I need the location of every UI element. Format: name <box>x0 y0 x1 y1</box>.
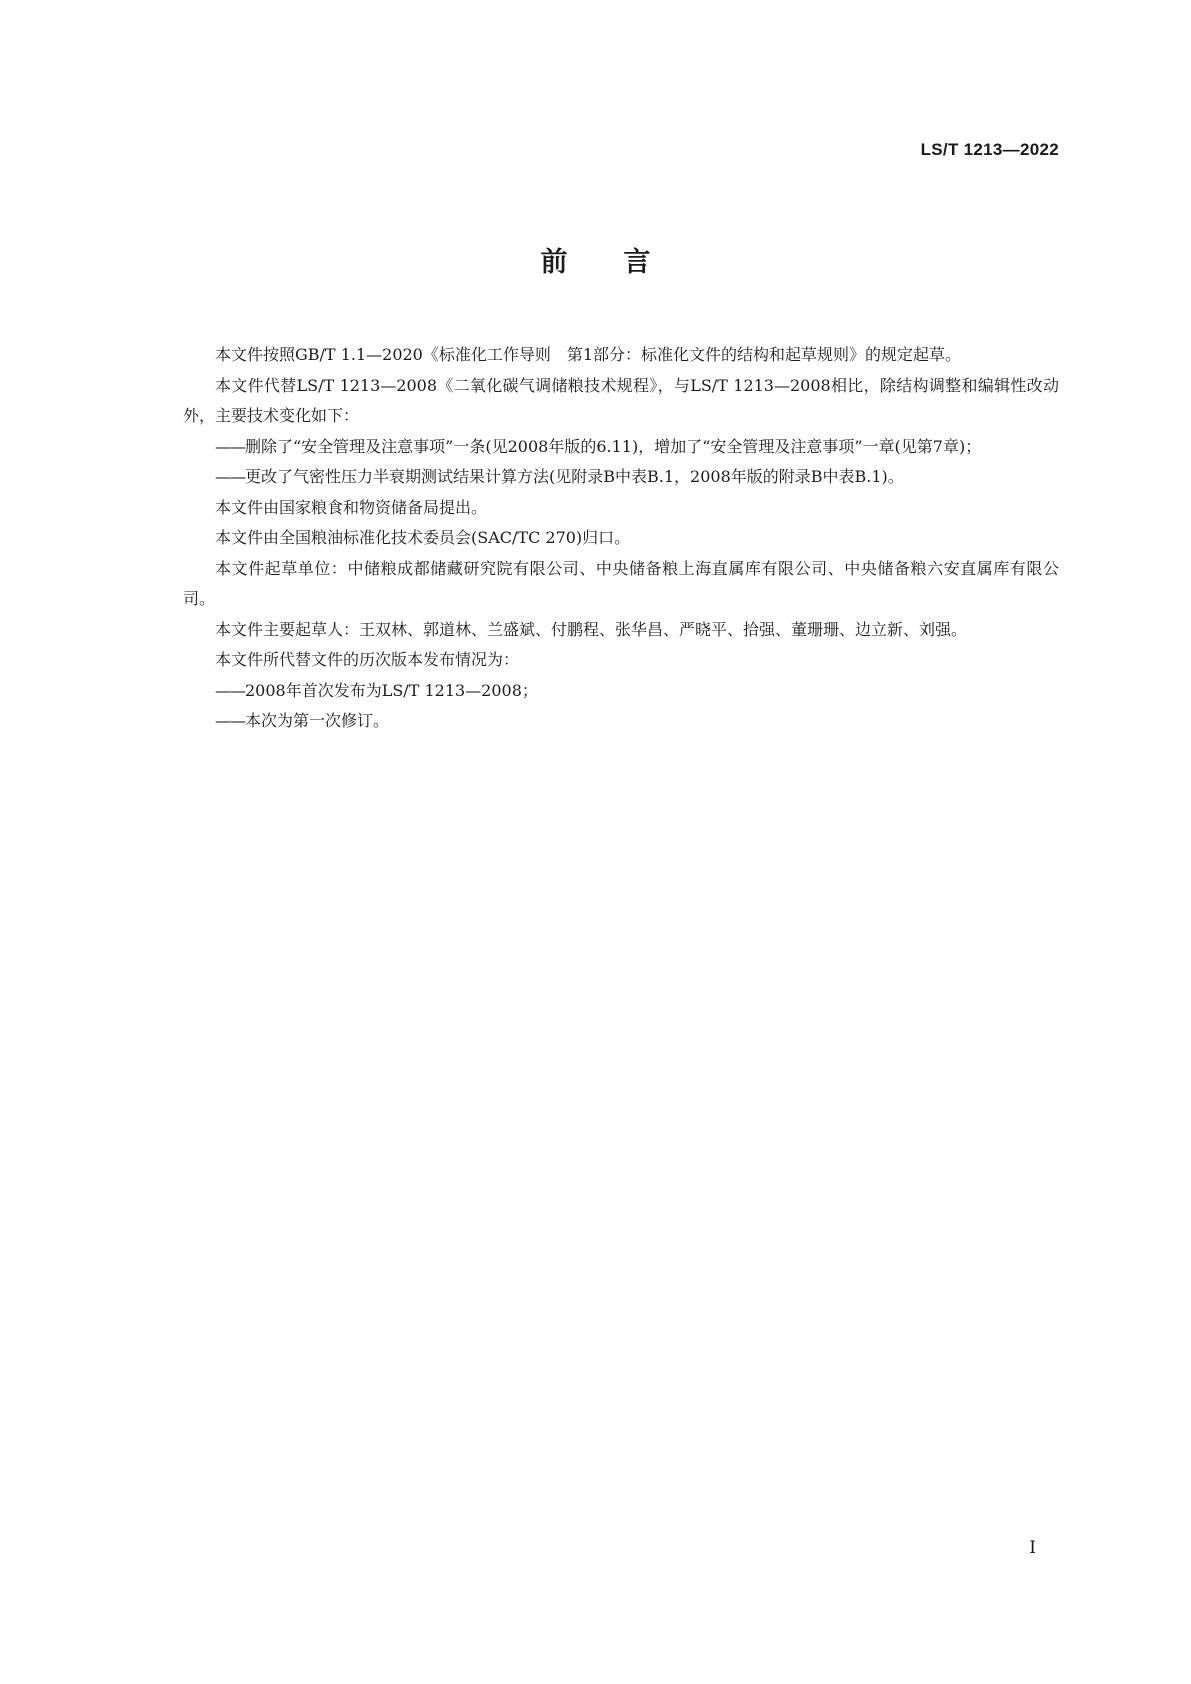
dash-marker: —— <box>215 711 245 730</box>
list-item-text: 删除了“安全管理及注意事项”一条(见2008年版的6.11)，增加了“安全管理及注意事项”一章(见第7章)； <box>245 436 982 456</box>
paragraph-drafting-rules: 本文件按照GB/T 1.1—2020《标准化工作导则 第1部分：标准化文件的结构和起草规则》的规定起草。 <box>215 345 962 364</box>
paragraph-replacement: 本文件代替LS/T 1213—2008《二氧化碳气调储粮技术规程》，与LS/T 1213—2008相比，除结构调整和编辑性改动外，主要技术变化如下： <box>183 375 1059 425</box>
foreword-body <box>183 340 1059 737</box>
dash-marker: —— <box>215 680 245 700</box>
list-item-change-1 <box>183 432 1059 463</box>
title-char-2: 言 <box>623 247 651 278</box>
list-item-history-1 <box>183 676 1059 707</box>
paragraph-version-history: 本文件所代替文件的历次版本发布情况为： <box>215 650 520 669</box>
document-code: LS/T 1213—2022 <box>920 140 1059 159</box>
paragraph-proposer: 本文件由国家粮食和物资储备局提出。 <box>215 497 488 517</box>
list-item-change-2 <box>183 462 1059 493</box>
paragraph-drafters: 本文件主要起草人：王双林、郭道林、兰盛斌、付鹏程、张华昌、严晓平、拾强、董珊珊、边立新、刘强。 <box>215 619 968 639</box>
list-item-text: 本次为第一次修订。 <box>245 711 390 730</box>
title-char-1: 前 <box>540 247 568 278</box>
paragraph-committee: 本文件由全国粮油标准化技术委员会(SAC/TC 270)归口。 <box>215 528 631 547</box>
page-number: I <box>1029 1538 1036 1558</box>
dash-marker: —— <box>215 467 245 486</box>
list-item-text: 2008年首次发布为LS/T 1213—2008； <box>245 680 538 700</box>
dash-marker: —— <box>215 436 245 456</box>
list-item-history-2 <box>183 706 1059 737</box>
paragraph-drafting-units: 本文件起草单位：中储粮成都储藏研究院有限公司、中央储备粮上海直属库有限公司、中央储备粮六安直属库有限公司。 <box>183 558 1059 608</box>
list-item-text: 更改了气密性压力半衰期测试结果计算方法(见附录B中表B.1，2008年版的附录B中表B.1)。 <box>245 467 904 486</box>
page-title <box>0 240 1191 279</box>
